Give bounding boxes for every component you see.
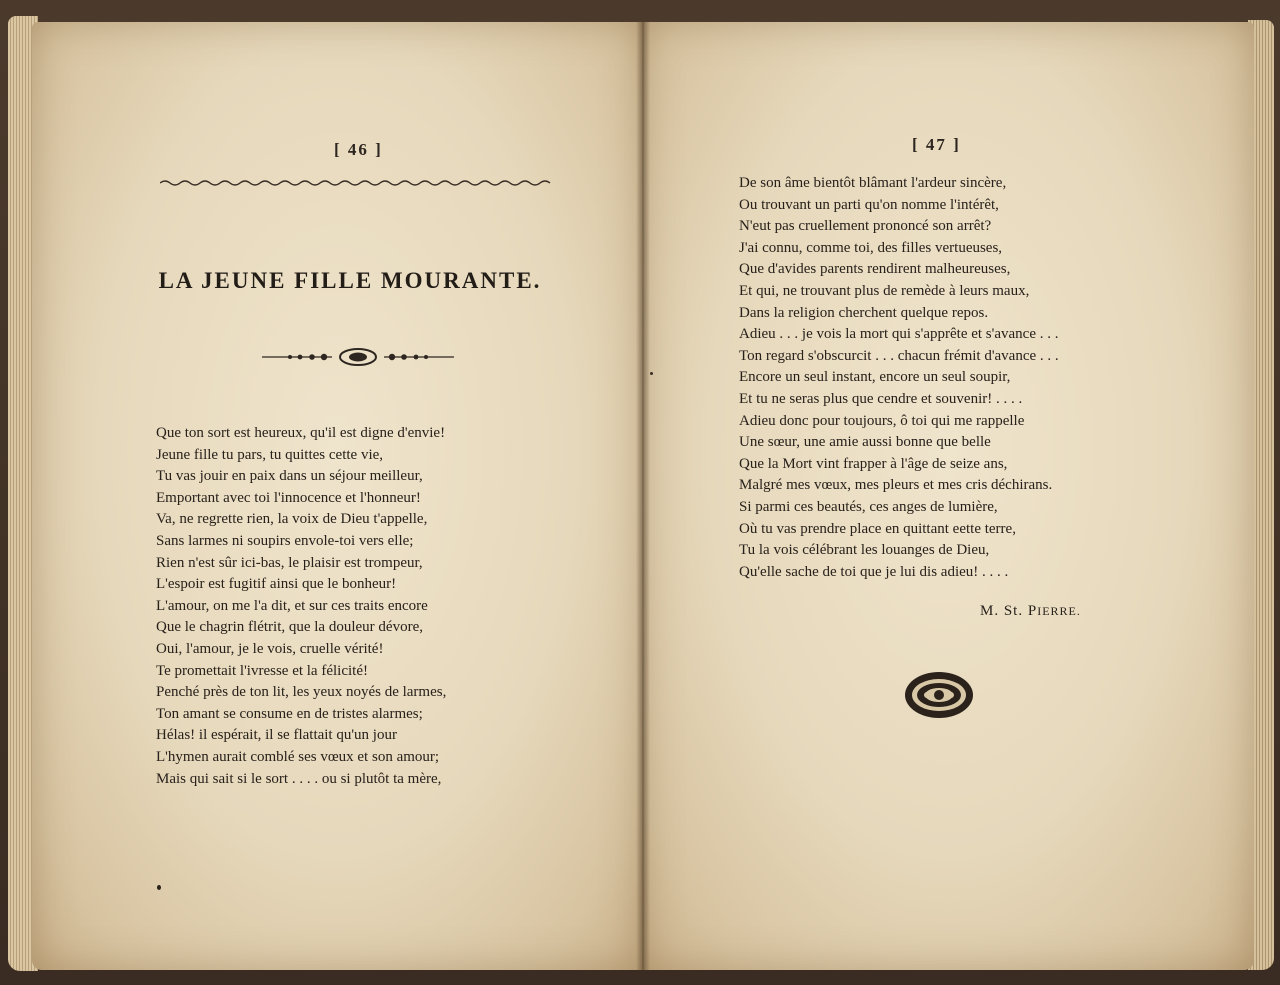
poem-line: Encore un seul instant, encore un seul soupir, <box>739 369 1011 386</box>
poem-line: L'hymen aurait comblé ses vœux et son amour; <box>156 748 440 765</box>
ink-speck <box>650 372 653 375</box>
poem-line: Mais qui sait si le sort . . . . ou si plutôt ta mère, <box>156 770 442 787</box>
author-signature: M. St. PIERRE. <box>980 603 1081 619</box>
poem-line: Que le chagrin flétrit, que la douleur dévore, <box>156 619 423 636</box>
poem-line: Tu la vois célébrant les louanges de Dieu, <box>739 542 990 559</box>
poem-line: Adieu donc pour toujours, ô toi qui me rappelle <box>739 412 1025 429</box>
poem-line: J'ai connu, comme toi, des filles vertueuses, <box>739 239 1003 256</box>
poem-line: Que ton sort est heureux, qu'il est digne d'envie! <box>156 425 446 441</box>
poem-line: Où tu vas prendre place en quittant eette terre, <box>739 520 1016 537</box>
poem-line: Emportant avec toi l'innocence et l'honneur! <box>156 489 421 506</box>
poem-line: Hélas! il espérait, il se flattait qu'un jour <box>156 727 397 744</box>
poem-title: LA JEUNE FILLE MOURANTE. <box>158 268 542 293</box>
poem-line: Tu vas jouir en paix dans un séjour meilleur, <box>156 468 423 485</box>
poem-line: Si parmi ces beautés, ces anges de lumière, <box>739 498 998 515</box>
right-poem-text <box>739 173 1059 583</box>
poem-line: Adieu . . . je vois la mort qui s'apprête et s'avance . . . <box>739 326 1059 343</box>
poem-line: N'eut pas cruellement prononcé son arrêt? <box>739 218 992 235</box>
tailpiece-ornament <box>902 668 976 722</box>
book-gutter <box>636 22 650 970</box>
poem-line: Rien n'est sûr ici-bas, le plaisir est trompeur, <box>156 554 423 571</box>
poem-line: L'amour, on me l'a dit, et sur ces traits encore <box>156 597 428 614</box>
poem-line: Ou trouvant un parti qu'on nomme l'intérêt, <box>739 196 999 213</box>
left-page-number: [ 46 ] <box>334 140 383 159</box>
poem-line: Et tu ne seras plus que cendre et souvenir! . . . . <box>739 390 1023 407</box>
poem-line: Sans larmes ni soupirs envole-toi vers elle; <box>156 532 414 549</box>
poem-line: Une sœur, une amie aussi bonne que belle <box>739 434 991 451</box>
right-page-number: [ 47 ] <box>912 135 961 154</box>
poem-line: Que d'avides parents rendirent malheureuses, <box>739 261 1011 278</box>
poem-line: Ton amant se consume en de tristes alarmes; <box>156 705 423 722</box>
title-divider-ornament <box>262 348 454 366</box>
poem-line: Va, ne regrette rien, la voix de Dieu t'appelle, <box>156 511 428 528</box>
poem-line: De son âme bientôt blâmant l'ardeur sincère, <box>739 175 1007 191</box>
poem-line: Jeune fille tu pars, tu quittes cette vie, <box>156 446 384 463</box>
left-poem-text <box>156 423 446 790</box>
poem-line: L'espoir est fugitif ainsi que le bonheur! <box>156 576 397 593</box>
poem-line: Qu'elle sache de toi que je lui dis adieu! . . . . <box>739 563 1009 580</box>
poem-line: Te promettait l'ivresse et la félicité! <box>156 662 368 679</box>
ink-speck <box>157 885 161 890</box>
wavy-rule-ornament <box>160 176 555 190</box>
poem-line: Penché près de ton lit, les yeux noyés de larmes, <box>156 684 447 701</box>
poem-line: Dans la religion cherchent quelque repos. <box>739 304 989 321</box>
poem-line: Que la Mort vint frapper à l'âge de seize ans, <box>739 455 1008 472</box>
poem-line: Et qui, ne trouvant plus de remède à leurs maux, <box>739 282 1030 299</box>
poem-line: Malgré mes vœux, mes pleurs et mes cris déchirans. <box>739 477 1053 494</box>
poem-line: Oui, l'amour, je le vois, cruelle vérité! <box>156 640 384 657</box>
poem-line: Ton regard s'obscurcit . . . chacun frémit d'avance . . . <box>739 347 1059 364</box>
